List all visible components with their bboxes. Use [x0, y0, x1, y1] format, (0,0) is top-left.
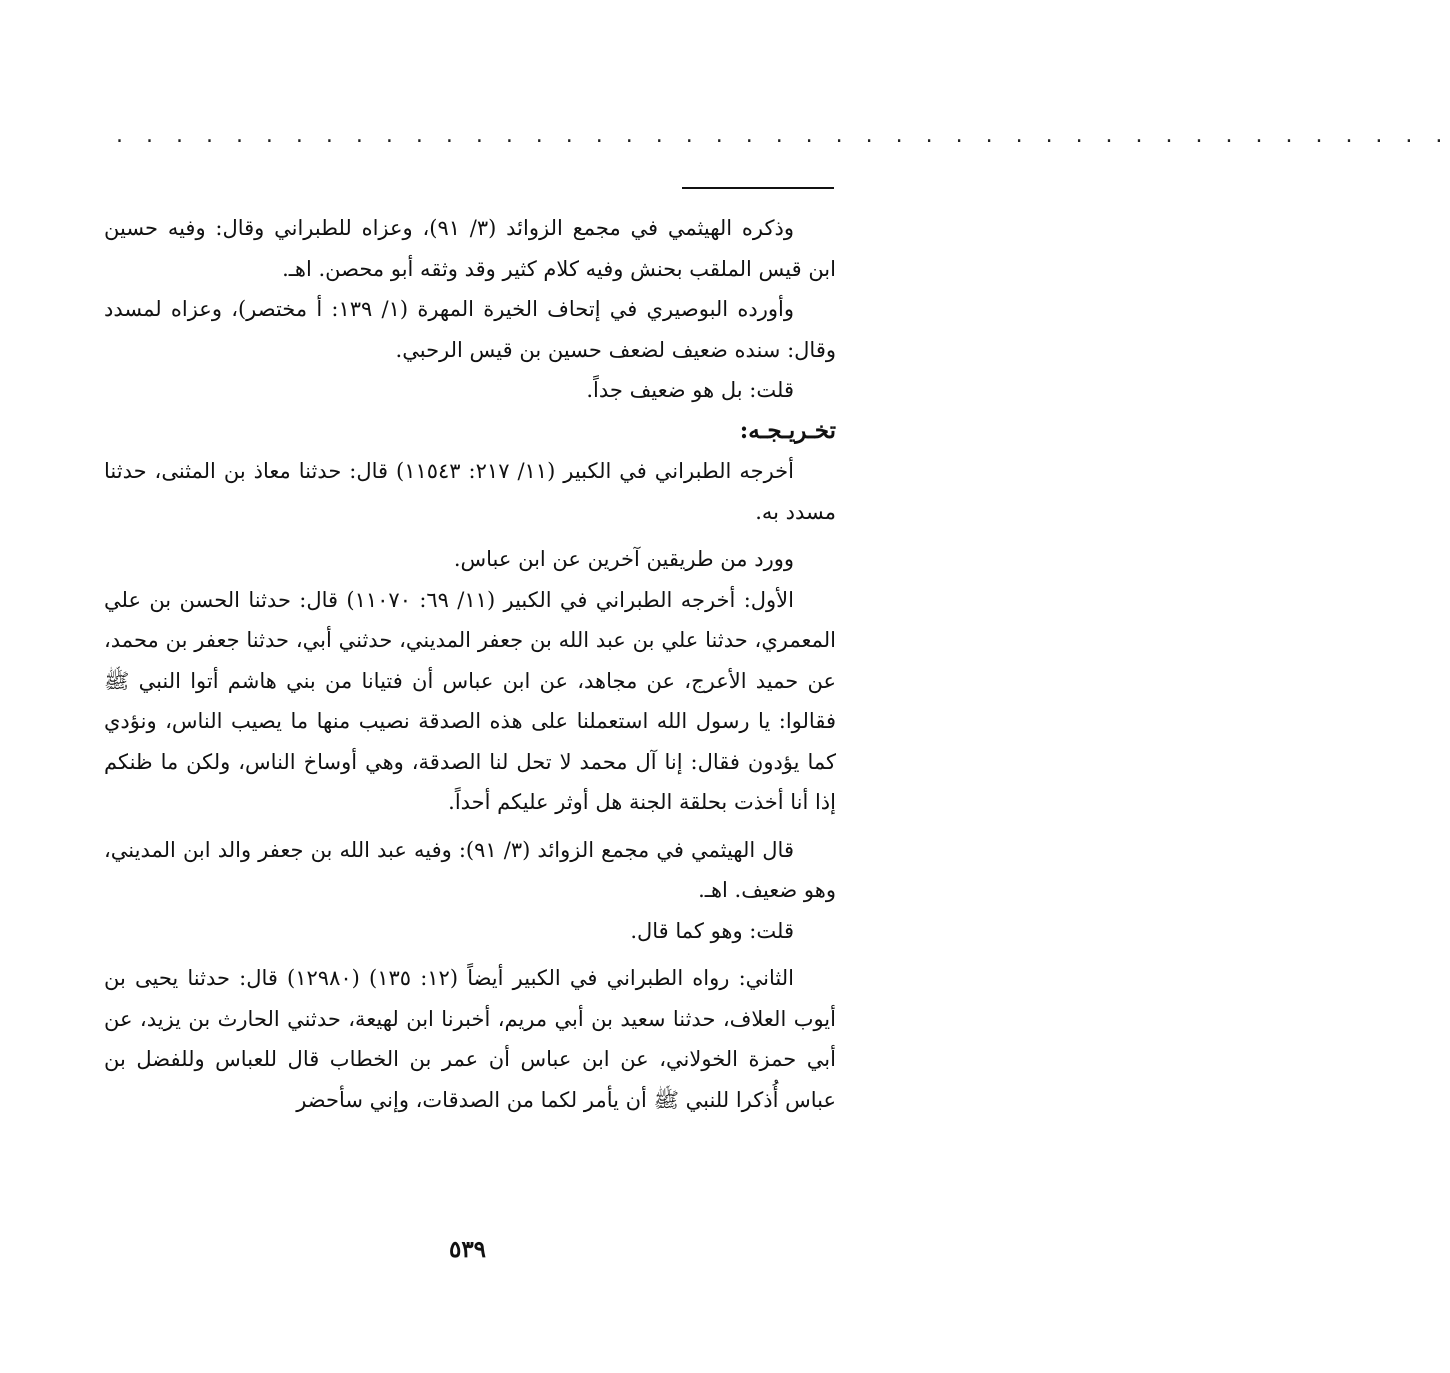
paragraph: الثاني: رواه الطبراني في الكبير أيضاً (١٢: ١٣٥) (١٢٩٨٠) قال: حدثنا يحيى بن أيوب العلاف، حدثنا سعيد بن أبي مريم، أخبرنا ابن لهيعة، حدثني الحارث بن يزيد، عن أبي حمزة الخولاني، عن ابن عباس أن عمر بن الخطاب قال للعباس وللفضل بن عباس أُذكرا للنبي ﷺ أن يأمر لكما من الصدقات، وإني سأحضر: [104, 966, 836, 1112]
footnote-separator-dots: . . . . . . . . . . . . . . . . . . . . . . . . . . . . . . . . . . . . . . . . . . . . .: [116, 123, 1450, 148]
page-number: ٥٣٩: [448, 1236, 487, 1263]
footnote-rule: [682, 187, 834, 189]
paragraph: الأول: أخرجه الطبراني في الكبير (١١/ ٦٩: ١١٠٧٠) قال: حدثنا الحسن بن علي المعمري، حدثنا علي بن عبد الله بن جعفر المديني، حدثني أبي، حدثنا جعفر بن محمد، عن حميد الأعرج، عن مجاهد، عن ابن عباس أن فتيانا من بني هاشم أتوا النبي ﷺ فقالوا: يا رسول الله استعملنا على هذه الصدقة نصيب منها ما يصيب الناس، ونؤدي كما يؤدون فقال: إنا آل محمد لا تحل لنا الصدقة، وهي أوساخ الناس، ولكن ما ظنكم إذا أنا أخذت بحلقة الجنة هل أوثر عليكم أحداً.: [104, 587, 836, 814]
paragraph: قال الهيثمي في مجمع الزوائد (٣/ ٩١): وفيه عبد الله بن جعفر والد ابن المديني، وهو ضعيف. اهـ.: [104, 837, 836, 902]
section-heading: تخـريـجـه:: [739, 416, 836, 444]
main-text: [104, 208, 836, 1120]
paragraph: أخرجه الطبراني في الكبير (١١/ ٢١٧: ١١٥٤٣) قال: حدثنا معاذ بن المثنى، حدثنا مسدد به.: [104, 459, 836, 524]
paragraph: وأورده البوصيري في إتحاف الخيرة المهرة (١/ ١٣٩: أ مختصر)، وعزاه لمسدد وقال: سنده ضعيف لضعف حسين بن قيس الرحبي.: [104, 297, 836, 362]
paragraph: وذكره الهيثمي في مجمع الزوائد (٣/ ٩١)، وعزاه للطبراني وقال: وفيه حسين ابن قيس الملقب بحنش وفيه كلام كثير وقد وثقه أبو محصن. اهـ.: [104, 216, 836, 281]
paragraph: قلت: وهو كما قال.: [630, 918, 794, 943]
paragraph: وورد من طريقين آخرين عن ابن عباس.: [453, 547, 794, 571]
paragraph: قلت: بل هو ضعيف جداً.: [586, 378, 794, 402]
